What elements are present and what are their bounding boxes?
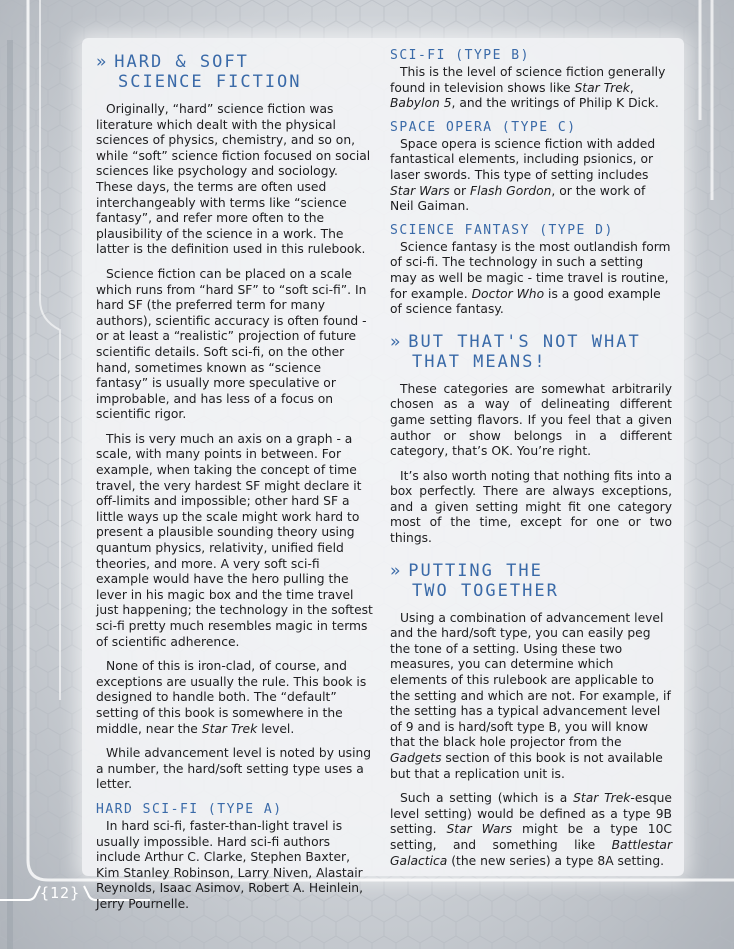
heading-line: TWO TOGETHER [412,580,559,601]
heading-line: HARD & SOFT [114,52,249,72]
text-run: section of this book is not available but that a replication unit is. [390,751,663,781]
paragraph [390,137,672,215]
text-run: Science fantasy is the most outlandish form of sci-fi. The technology in such a setting may as well be magic - time travel is routine, for example. [390,239,671,301]
text-run: This is the level of science fiction generally found in television shows like [390,65,666,95]
italic-title: Star Wars [390,183,450,198]
chevron-icon: » [390,331,403,352]
italic-title: Battlestar Galactica [390,837,672,868]
paragraph: It’s also worth noting that nothing fits into a box perfectly. There are always exceptions, and a given setting might fit one category most of the time, except for one or two things. [390,468,672,546]
text-run: or [449,183,471,198]
text-run: might be a type 10C setting, and something like [390,822,672,852]
left-column [96,50,374,919]
heading-type-a: HARD SCI-FI (TYPE A) [96,801,283,817]
italic-title: Gadgets [390,751,442,765]
chevron-icon: » [96,52,109,72]
heading-line: BUT THAT'S NOT WHAT [408,331,641,352]
paragraph [390,240,672,318]
heading-together [390,561,672,601]
right-column [390,48,672,878]
page-number: {12} [40,884,81,902]
text-run: level. [257,721,295,736]
italic-title: Flash Gordon [470,183,552,198]
text-run: , and the writings of Philip K Dick. [451,96,659,111]
heading-type-b: SCI-FI (TYPE B) [390,48,530,63]
paragraph: These categories are somewhat arbitrarily chosen as a way of delineating different game setting flavors. If you feel that a given author or show belongs in a different category, that’s OK. You’re right. [390,381,672,459]
paragraph [96,659,374,737]
italic-title: Star Trek [201,721,258,736]
text-run: , [629,80,634,95]
text-run: Space opera is science fiction with added fantastical elements, including psionics, or laser swords. This type of setting includes [390,136,656,182]
text-run: is a good example of science fantasy. [390,286,661,317]
heading-type-d: SCIENCE FANTASY (TYPE D) [390,222,614,238]
heading-line: PUTTING THE [408,560,543,581]
heading-not-what [390,332,672,372]
paragraph [390,791,672,869]
heading-hard-soft [96,52,374,92]
paragraph [390,611,672,783]
heading-line: THAT MEANS! [412,351,547,372]
text-run: , or the work of Neil Gaiman. [390,183,646,214]
italic-title: Doctor Who [471,286,545,301]
italic-title: Star Trek [574,80,630,95]
paragraph: In hard sci-fi, faster-than-light travel is usually impossible. Hard sci-fi authors include Arthur C. Clarke, Stephen Baxter, Kim Stanley Robinson, Larry Niven, Alastair Reynolds, Isaac Asimov, Robert A. Heinlein, Jerry Pournelle. [96,818,364,911]
paragraph [390,65,672,112]
text-run: Such a setting (which is a [400,791,574,806]
paragraph: While advancement level is noted by using a number, the hard/soft setting type uses a letter. [96,746,372,792]
text-run: (the new series) a type 8A setting. [447,853,665,868]
paragraph: Originally, “hard” science fiction was literature which dealt with the physical sciences of physics, chemistry, and so on, while “soft” science fiction focused on social sciences like psychology and sociology. These days, the terms are often used interchangeably with terms like “science fantasy”, and refer more often to the plausibility of the science in a work. The latter is the definition used in this rulebook. [96,102,371,257]
heading-type-c: SPACE OPERA (TYPE C) [390,119,577,135]
paragraph: Science fiction can be placed on a scale which runs from “hard SF” to “soft sci-fi”. In hard SF (the preferred term for many authors), scientific accuracy is often found - or at least a “realistic” projection of future scientific details. Soft sci-fi, on the other hand, sometimes known as “science fantasy” is usually more speculative or improbable, and has less of a focus on scientific rigor. [96,266,367,422]
text-run: -esque level setting) would be defined as a type 9B setting. [390,791,672,837]
italic-title: Star Wars [446,822,513,837]
page-number-value: 12 [50,884,71,902]
text-run: None of this is iron-clad, of course, and exceptions are usually the rule. This book is designed to handle both. The “default” setting of this book is somewhere in the middle, near the [96,659,367,736]
text-run: Using a combination of advancement level and the hard/soft type, you can easily peg the tone of a setting. Using these two measures, you can determine which elements of this rulebook are applicable to the setting and which are not. For example, if the setting has a typical advancement level of 9 and is hard/soft type B, you will know that the black hole projector from the [390,610,671,750]
chevron-icon: » [390,560,403,581]
italic-title: Star Trek [573,791,631,806]
heading-line: SCIENCE FICTION [118,72,302,92]
italic-title: Babylon 5 [390,96,452,111]
paragraph: This is very much an axis on a graph - a scale, with many points in between. For example, when taking the concept of time travel, the very hardest SF might declare it off-limits and impossible; other hard SF a little ways up the scale might work hard to present a plausible sounding theory using quantum physics, relativity, unified field theories, and more. A very soft sci-fi example would have the hero pulling the lever in his magic box and the time travel just happening; the technology in the softest sci-fi pretty much resembles magic in terms of scientific adherence. [96,431,373,649]
